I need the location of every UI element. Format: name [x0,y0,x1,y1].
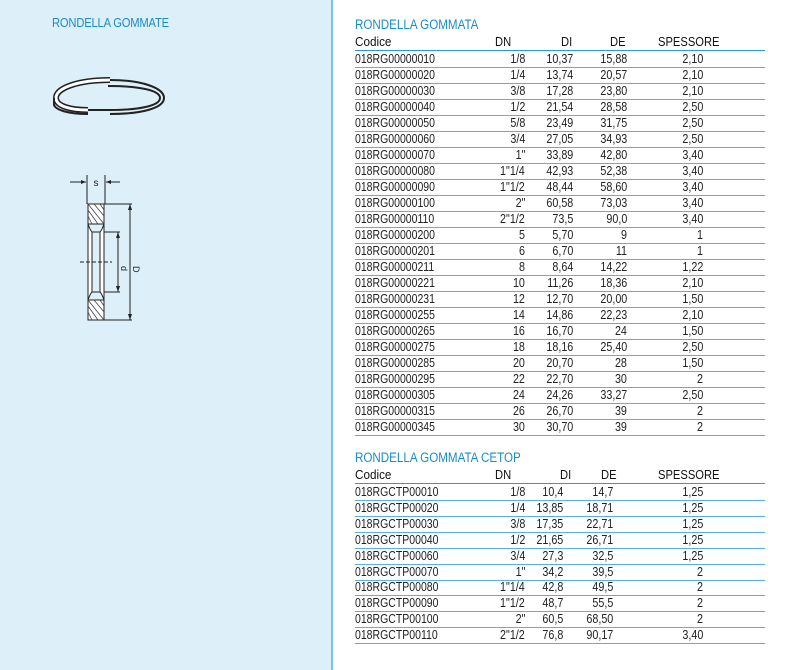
cell-dn: 18 [513,340,525,354]
cell-sp: 2 [697,580,703,595]
table-row [355,611,765,628]
cell-dn: 1"1/4 [500,580,525,595]
cell-di: 5,70 [552,228,573,242]
cell-code: 018RG00000285 [355,356,435,370]
cell-dn: 1/2 [510,100,525,114]
cell-sp: 2 [697,564,703,579]
cell-sp: 3,40 [682,212,703,226]
cell-code: 018RG00000201 [355,244,435,258]
cell-sp: 3,40 [682,628,703,643]
cell-de: 39 [615,420,627,434]
table-row [355,403,765,420]
cell-de: 49,5 [592,580,613,595]
cell-sp: 2,10 [682,276,703,290]
cell-dn: 1/4 [510,68,525,82]
cell-dn: 1/2 [510,532,525,547]
cell-sp: 1,25 [682,548,703,563]
cell-sp: 1,50 [682,324,703,338]
table-row [355,627,765,644]
cell-de: 15,88 [600,52,627,66]
cell-code: 018RG00000211 [355,260,435,274]
cell-dn: 1"1/4 [500,164,525,178]
left-panel [0,0,333,670]
cell-de: 26,71 [586,532,613,547]
cell-di: 30,70 [546,420,573,434]
cell-sp: 2,10 [682,52,703,66]
cell-di: 48,44 [546,180,573,194]
cell-code: 018RG00000255 [355,308,435,322]
cell-sp: 2,10 [682,308,703,322]
cell-dn: 1" [515,148,525,162]
col-di-header: DI [560,467,572,482]
cell-code: 018RG00000010 [355,52,435,66]
cell-dn: 1/4 [510,500,525,515]
cell-de: 90,0 [606,212,627,226]
table-row [355,243,765,260]
cell-di: 42,93 [546,164,573,178]
table1-title: RONDELLA GOMMATA [355,17,479,32]
table-row [355,387,765,404]
cell-de: 52,38 [600,164,627,178]
col-sp-header: SPESSORE [658,34,720,49]
col-di-header: DI [561,34,573,49]
cell-de: 30 [615,372,627,386]
cell-de: 28 [615,356,627,370]
cell-sp: 2,10 [682,84,703,98]
cell-dn: 16 [513,324,525,338]
cell-sp: 2 [697,372,703,386]
cell-sp: 1,25 [682,532,703,547]
cell-de: 18,71 [586,500,613,515]
cell-de: 33,27 [600,388,627,402]
table-row [355,579,765,596]
col-de-header: DE [601,467,617,482]
table-row [355,548,765,565]
cell-code: 018RG00000090 [355,180,435,194]
table-row [355,259,765,276]
cell-di: 11,26 [546,276,573,290]
table-row [355,163,765,180]
cell-sp: 1,25 [682,500,703,515]
cell-sp: 1 [697,228,703,242]
table-row [355,227,765,244]
cell-code: 018RG00000295 [355,372,435,386]
cell-de: 11 [615,244,627,258]
cell-code: 018RG00000265 [355,324,435,338]
cell-de: 25,40 [600,340,627,354]
cell-code: 018RG00000200 [355,228,435,242]
table-row [355,83,765,100]
cell-dn: 26 [513,404,525,418]
cell-de: 42,80 [600,148,627,162]
cell-di: 22,70 [546,372,573,386]
table-row [355,532,765,549]
cell-code: 018RG00000080 [355,164,435,178]
cell-de: 20,00 [600,292,627,306]
cell-code: 018RGCTP00090 [355,596,439,611]
table-row [355,307,765,324]
cell-dn: 1/8 [510,485,525,499]
cell-di: 60,5 [542,612,563,627]
table2-header [355,467,765,484]
cell-dn: 3/8 [510,516,525,531]
dim-D-label: D [131,266,141,273]
table-row [355,147,765,164]
cell-sp: 2,50 [682,340,703,354]
cell-code: 018RG00000345 [355,420,435,434]
cell-code: 018RG00000221 [355,276,435,290]
cell-di: 21,54 [546,100,573,114]
table-row [355,371,765,388]
cell-sp: 1,25 [682,485,703,499]
cell-di: 12,70 [546,292,573,306]
cell-di: 23,49 [546,116,573,130]
table-row [355,115,765,132]
col-code-header: Codice [355,34,392,49]
cell-code: 018RGCTP00070 [355,564,439,579]
cell-sp: 2,50 [682,132,703,146]
cell-di: 10,4 [542,485,563,499]
cell-de: 32,5 [592,548,613,563]
cell-di: 76,8 [542,628,563,643]
cell-sp: 1,22 [682,260,703,274]
cell-dn: 3/4 [510,132,525,146]
table-row [355,51,765,68]
cell-code: 018RG00000305 [355,388,435,402]
cell-sp: 2,50 [682,116,703,130]
cell-sp: 2 [697,420,703,434]
cell-sp: 3,40 [682,180,703,194]
cell-dn: 3/4 [510,548,525,563]
table-row [355,516,765,533]
cell-code: 018RGCTP00080 [355,580,439,595]
product-title: RONDELLA GOMMATE [52,15,169,30]
cell-sp: 1,25 [682,516,703,531]
cell-code: 018RG00000050 [355,116,435,130]
cell-di: 17,35 [536,516,563,531]
cell-dn: 2" [515,612,525,627]
dim-d-label: d [119,266,129,272]
cell-sp: 1,50 [682,356,703,370]
cell-de: 55,5 [592,596,613,611]
cell-sp: 1 [697,244,703,258]
cell-de: 14,7 [592,485,613,499]
cell-sp: 3,40 [682,164,703,178]
cell-di: 6,70 [552,244,573,258]
cell-sp: 2,50 [682,388,703,402]
cell-di: 16,70 [546,324,573,338]
cell-code: 018RGCTP00010 [355,485,439,499]
cell-dn: 14 [513,308,525,322]
table-row [355,323,765,340]
cell-sp: 2 [697,596,703,611]
cell-de: 73,03 [600,196,627,210]
cell-di: 17,28 [546,84,573,98]
col-code-header: Codice [355,467,392,482]
dim-s-label: s [93,178,99,189]
table-row [355,275,765,292]
cell-code: 018RGCTP00100 [355,612,439,627]
cell-de: 9 [621,228,627,242]
cell-dn: 12 [513,292,525,306]
cell-di: 13,74 [546,68,573,82]
cell-dn: 1"1/2 [500,180,525,194]
cell-de: 22,71 [586,516,613,531]
table-row [355,595,765,612]
table-row [355,355,765,372]
table-row [355,291,765,308]
cell-de: 24 [615,324,627,338]
cell-di: 33,89 [546,148,573,162]
cell-de: 22,23 [600,308,627,322]
cell-dn: 3/8 [510,84,525,98]
cell-dn: 2"1/2 [500,628,525,643]
cell-sp: 2,50 [682,100,703,114]
table1-header [355,34,765,51]
cell-di: 48,7 [542,596,563,611]
cell-sp: 3,40 [682,148,703,162]
cell-di: 20,70 [546,356,573,370]
cell-di: 10,37 [546,52,573,66]
cell-dn: 2"1/2 [500,212,525,226]
cell-de: 39,5 [592,564,613,579]
cell-code: 018RG00000030 [355,84,435,98]
cell-dn: 1" [515,564,525,579]
cell-code: 018RGCTP00040 [355,532,439,547]
cell-de: 18,36 [600,276,627,290]
cell-de: 90,17 [586,628,613,643]
cell-dn: 20 [513,356,525,370]
cell-dn: 22 [513,372,525,386]
cell-dn: 5 [519,228,525,242]
cell-code: 018RG00000231 [355,292,435,306]
cell-sp: 2 [697,404,703,418]
cell-de: 68,50 [586,612,613,627]
cell-dn: 1/8 [510,52,525,66]
col-sp-header: SPESSORE [658,467,720,482]
table-row [355,211,765,228]
table-row [355,67,765,84]
cell-sp: 3,40 [682,196,703,210]
cell-code: 018RG00000070 [355,148,435,162]
cell-di: 14,86 [546,308,573,322]
cell-dn: 5/8 [510,116,525,130]
cell-sp: 2 [697,612,703,627]
cell-dn: 10 [513,276,525,290]
cell-de: 58,60 [600,180,627,194]
cell-dn: 24 [513,388,525,402]
cell-de: 31,75 [600,116,627,130]
cell-di: 27,05 [546,132,573,146]
cell-di: 34,2 [542,564,563,579]
cell-dn: 1"1/2 [500,596,525,611]
table-row [355,179,765,196]
cell-di: 8,64 [552,260,573,274]
cell-dn: 6 [519,244,525,258]
cell-di: 26,70 [546,404,573,418]
cell-de: 14,22 [600,260,627,274]
col-de-header: DE [610,34,626,49]
cell-dn: 8 [519,260,525,274]
cell-code: 018RGCTP00030 [355,516,439,531]
cell-code: 018RG00000275 [355,340,435,354]
cell-code: 018RG00000100 [355,196,435,210]
cell-di: 60,58 [546,196,573,210]
cell-code: 018RG00000110 [355,212,435,226]
cell-di: 73,5 [552,212,573,226]
cell-di: 21,65 [536,532,563,547]
cell-dn: 2" [515,196,525,210]
cell-di: 27,3 [542,548,563,563]
col-dn-header: DN [495,34,512,49]
cell-de: 28,58 [600,100,627,114]
cell-di: 13,85 [536,500,563,515]
table-row [355,564,765,581]
cell-code: 018RGCTP00060 [355,548,439,563]
cell-code: 018RG00000020 [355,68,435,82]
table-row [355,195,765,212]
cell-di: 24,26 [546,388,573,402]
washer-section-drawing [68,170,148,330]
cell-code: 018RGCTP00110 [355,628,438,643]
washer-ring-icon [48,72,168,122]
cell-code: 018RG00000040 [355,100,435,114]
cell-sp: 1,50 [682,292,703,306]
cell-de: 23,80 [600,84,627,98]
cell-code: 018RG00000060 [355,132,435,146]
table-row [355,419,765,436]
table-row [355,484,765,501]
cell-code: 018RGCTP00020 [355,500,439,515]
cell-de: 20,57 [600,68,627,82]
cell-sp: 2,10 [682,68,703,82]
table-row [355,131,765,148]
cell-code: 018RG00000315 [355,404,435,418]
table2-title: RONDELLA GOMMATA CETOP [355,450,521,465]
cell-di: 42,8 [542,580,563,595]
col-dn-header: DN [495,467,512,482]
table-row [355,99,765,116]
cell-dn: 30 [513,420,525,434]
table-row [355,500,765,517]
cell-de: 39 [615,404,627,418]
cell-de: 34,93 [600,132,627,146]
cell-di: 18,16 [546,340,573,354]
table-row [355,339,765,356]
